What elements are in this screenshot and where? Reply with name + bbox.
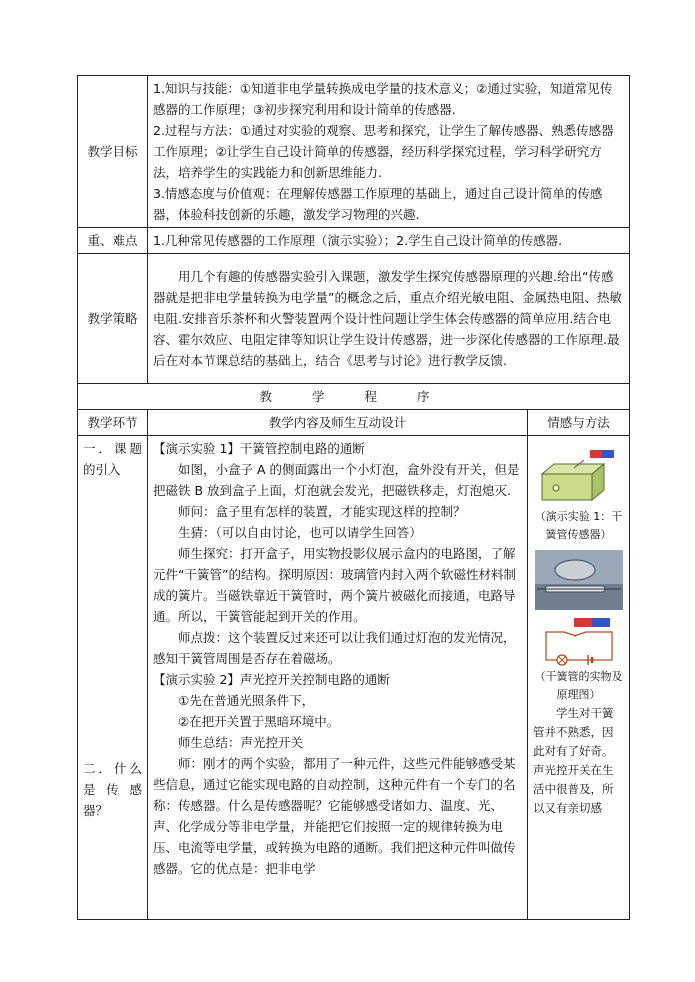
row-teaching-goals (78, 76, 630, 228)
row-key-points (78, 228, 630, 254)
method-note: 学生对干簧管并不熟悉，因此对有了好奇。声光控开关在生活中很普及，所以又有亲切感 (533, 706, 614, 815)
student-guess: 生猜：（可以自由讨论，也可以请学生回答） (178, 525, 422, 540)
content-column (148, 436, 528, 920)
key-content: 1.几种常见传感器的工作原理（演示实验）；2.学生自己设计简单的传感器. (148, 228, 630, 254)
exp1-description: 如图，小盒子 A 的侧面露出一个小灯泡，盒外没有开关，但是把磁铁 B 放到盒子上面，灯泡就会发光，把磁铁移走，灯泡熄灭. (153, 462, 520, 498)
strategy-content: 用几个有趣的传感器实验引入课题，激发学生探究传感器原理的兴趣.给出“传感器就是把非电学量转换为电学量”的概念之后，重点介绍光敏电阻、金属热电阻、热敏电阻.安排音乐茶杯和火警装置两个设计性问题让学生体会传感器的简单应用.结合电容、霍尔效应、电阻定律等知识让学生设计传感器，进一步深化传感器的工作原理.最后在对本节课总结的基础上，结合《思考与讨论》进行教学反馈. (148, 254, 630, 384)
reed-circuit-diagram (536, 616, 622, 666)
col-header-method: 情感与方法 (528, 410, 630, 436)
row-strategy (78, 254, 630, 384)
stage-1: 一．课题的引入 (83, 441, 142, 477)
teacher-question: 师问：盒子里有怎样的装置，才能实现这样的控制？ (178, 504, 466, 519)
goal-1: 1.知识与技能：①知道非电学量转换成电学量的技术意义；②通过实验，知道常见传感器的工作原理；③初步探究利用和设计简单的传感器. (153, 81, 613, 117)
strategy-label: 教学策略 (78, 254, 148, 384)
goal-2: 2.过程与方法：①通过对实验的观察、思考和探究，让学生了解传感器、熟悉传感器工作原理；②让学生自己设计简单的传感器，经历科学探究过程，学习科学研究方法，培养学生的实践能力和创新思维能力. (153, 123, 614, 180)
schematic-magnet-icon (574, 618, 610, 627)
stage-column (78, 436, 148, 920)
stage-2: 二．什么是传感器？ (83, 761, 142, 818)
row-procedure-header (78, 410, 630, 436)
exp2-summary: 师生总结：声光控开关 (178, 735, 304, 750)
caption-exp1: （演示实验 1：干簧管传感器） (534, 510, 623, 541)
row-procedure-body (78, 436, 630, 920)
goals-content (148, 76, 630, 228)
col-header-stage: 教学环节 (78, 410, 148, 436)
lesson-plan-table (77, 75, 630, 920)
box-magnet-illustration (534, 444, 624, 506)
exp1-heading: 【演示实验 1】干簧管控制电路的通断 (153, 441, 365, 456)
magnet-icon (590, 450, 614, 458)
exp2-step-1: ①先在普通光照条件下， (178, 693, 315, 708)
procedure-title: 教 学 程 序 (78, 384, 630, 410)
teacher-explanation: 师：刚才的两个实验，都用了一种元件，这些元件能够感受某些信息，通过它能实现电路的自动控制，这种元件有一个专门的名称：传感器。什么是传感器呢？它能够感受诸如力、温度、光、声、化学成分等非电学量，并能把它们按照一定的规律转换为电压、电流等电学量，或转换为电路的通断。我们把这种元件叫做传感器。它的优点是：把非电学 (153, 756, 516, 876)
key-label: 重、难点 (78, 228, 148, 254)
teacher-hint: 师点拨：这个装置反过来还可以让我们通过灯泡的发光情况，感知干簧管周围是否存在着磁场。 (153, 630, 516, 666)
row-procedure-title (78, 384, 630, 410)
col-header-content: 教学内容及师生互动设计 (148, 410, 528, 436)
joint-inquiry: 师生探究：打开盒子，用实物投影仪展示盒内的电路图，了解元件“干簧管”的结构。探明原因：玻璃管内封入两个软磁性材料制成的簧片。当磁铁靠近干簧管时，两个簧片被磁化而接通，电路导通。所以，干簧管能起到开关的作用。 (153, 546, 516, 624)
goal-3: 3.情感态度与价值观：在理解传感器工作原理的基础上，通过自己设计简单的传感器，体验科技创新的乐趣，激发学习物理的兴趣. (153, 186, 603, 222)
reed-switch-photo (535, 550, 623, 610)
exp2-heading: 【演示实验 2】声光控开关控制电路的通断 (153, 672, 390, 687)
goals-label: 教学目标 (78, 76, 148, 228)
exp2-step-2: ②在把开关置于黑暗环境中。 (178, 714, 340, 729)
method-column (528, 436, 630, 920)
caption-reed: （干簧管的实物及原理图） (534, 670, 623, 701)
